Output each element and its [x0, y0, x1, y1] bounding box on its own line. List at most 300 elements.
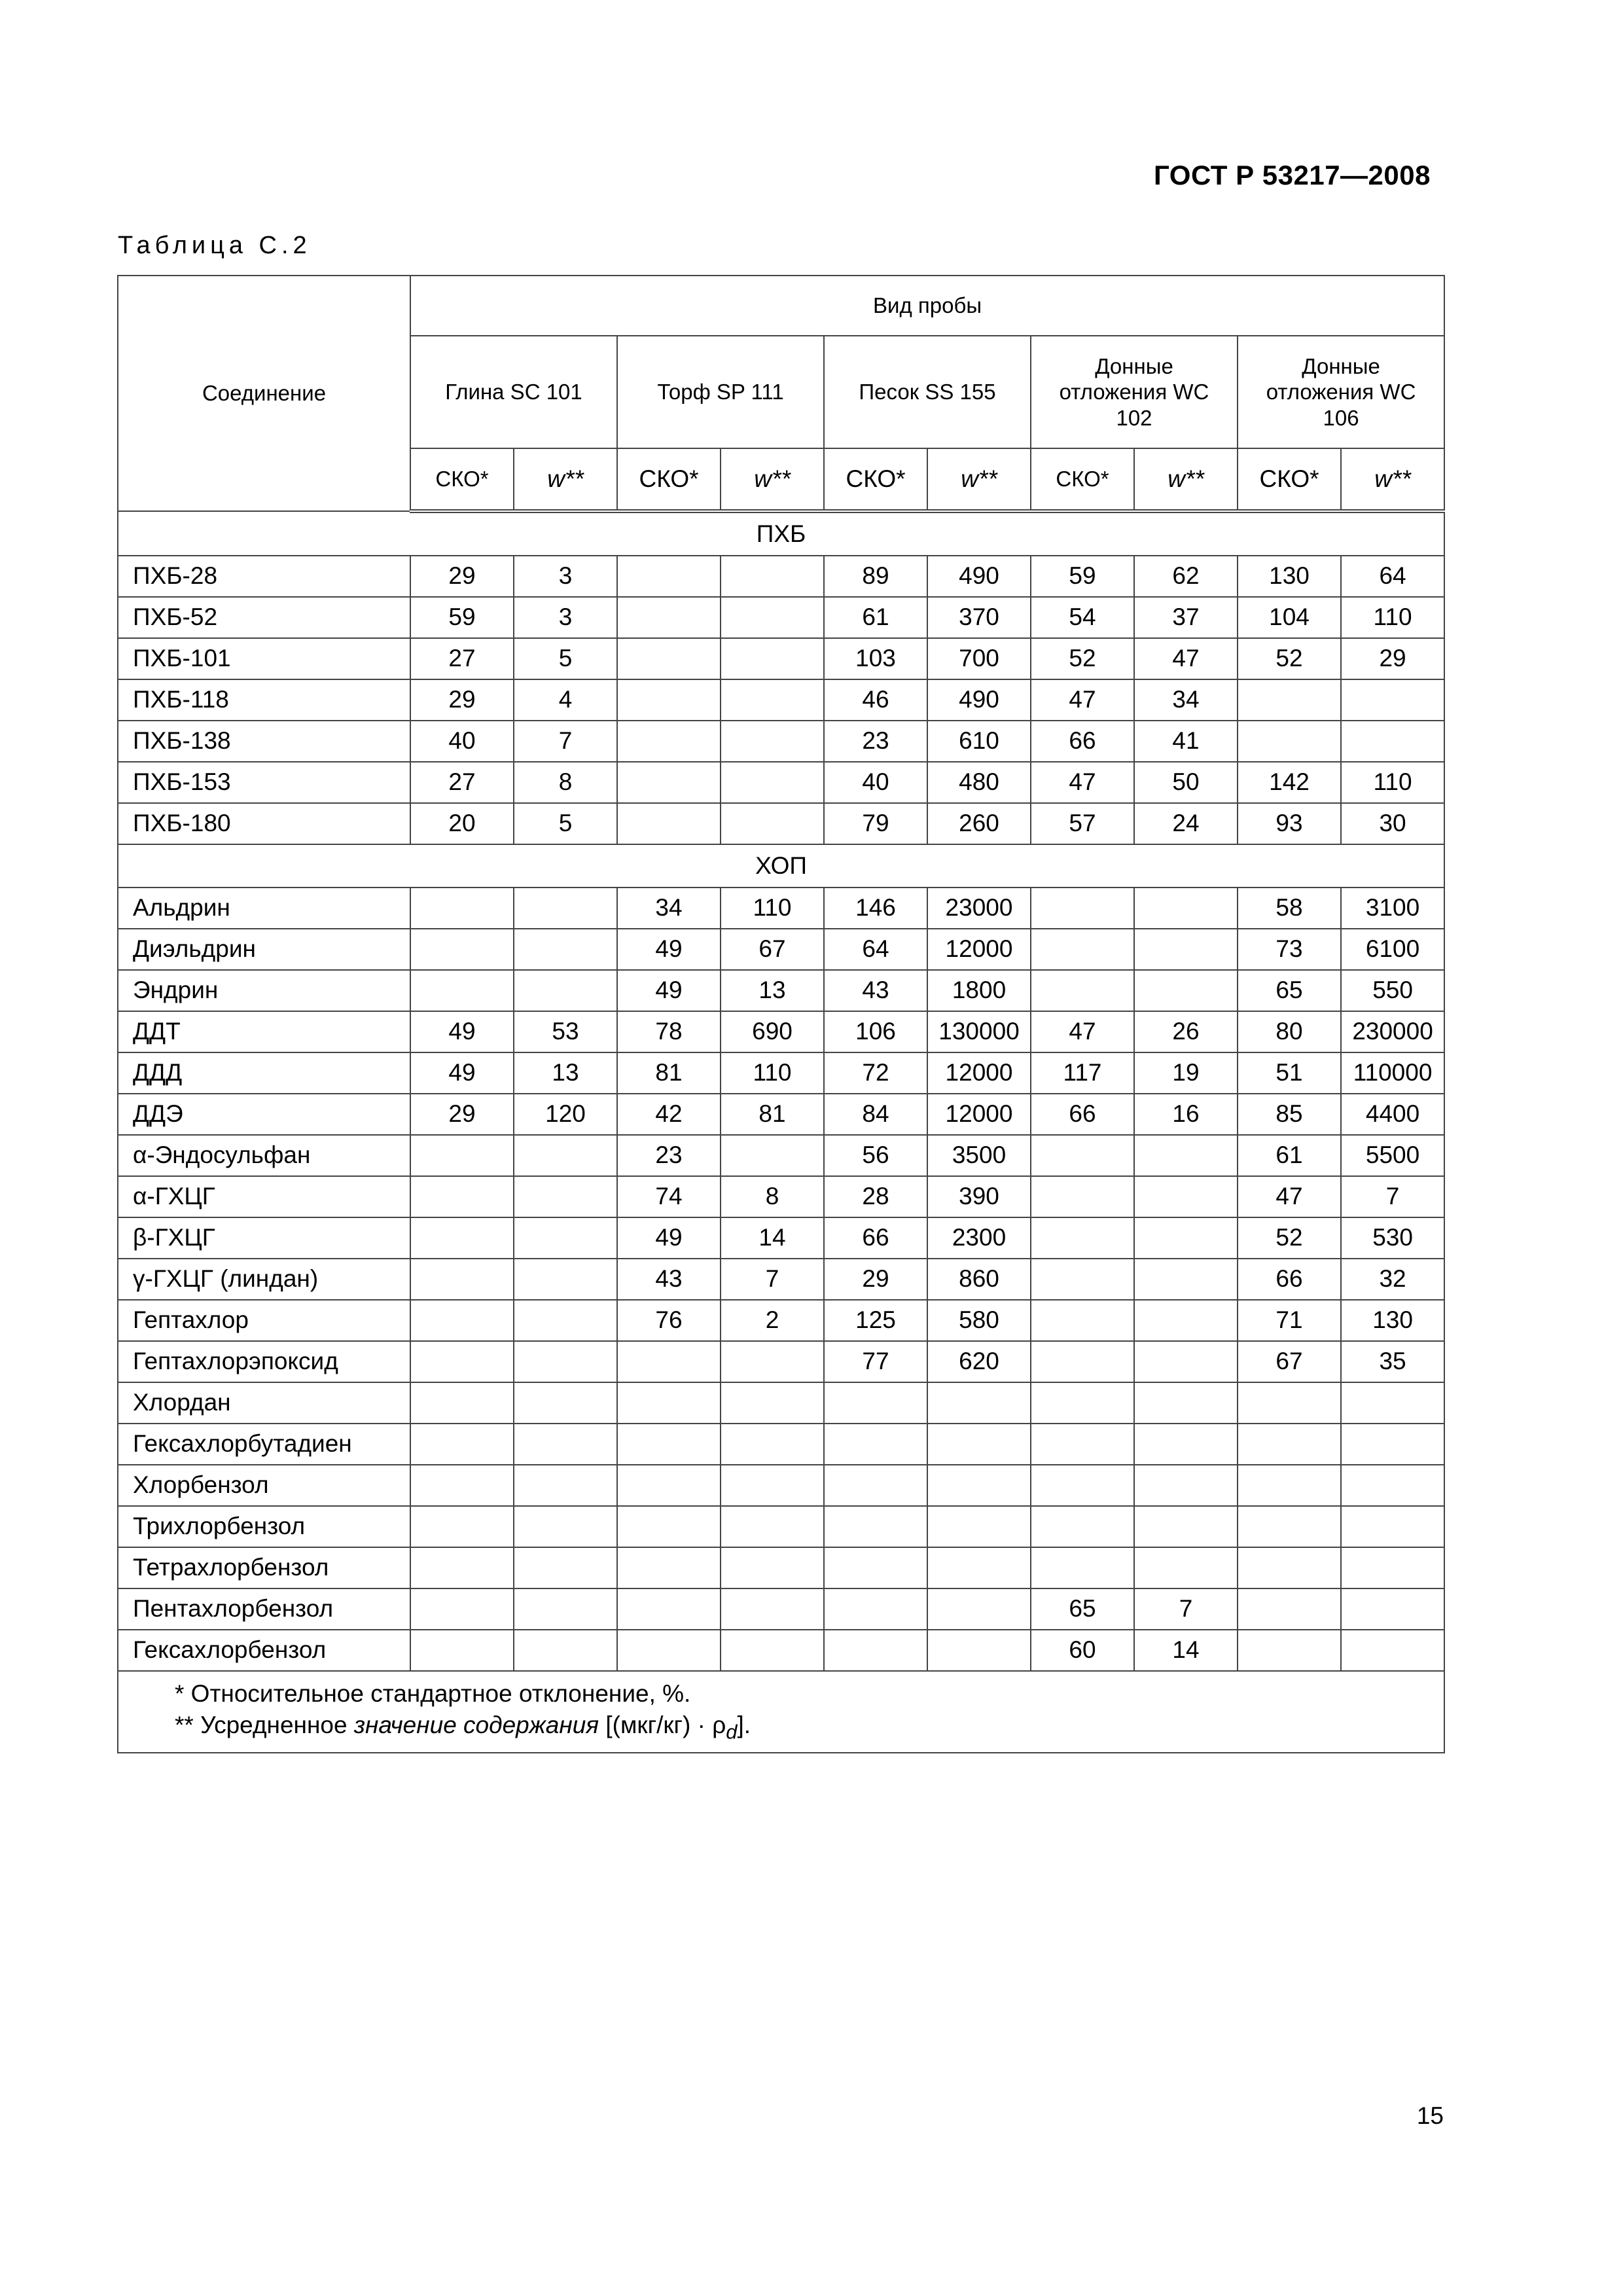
- w-cell: [514, 1630, 617, 1671]
- compound-name: γ-ГХЦГ (линдан): [118, 1259, 410, 1300]
- sko-cell: 49: [617, 1217, 721, 1259]
- w-cell: [1134, 1135, 1238, 1176]
- sko-cell: 84: [824, 1094, 927, 1135]
- w-cell: 130: [1341, 1300, 1444, 1341]
- compound-name: Гексахлорбутадиен: [118, 1424, 410, 1465]
- sko-cell: 28: [824, 1176, 927, 1217]
- w-cell: 2300: [927, 1217, 1031, 1259]
- w-cell: 620: [927, 1341, 1031, 1382]
- sko-cell: 73: [1238, 929, 1341, 970]
- table-row: [118, 1506, 1444, 1547]
- sko-cell: 66: [1031, 721, 1134, 762]
- w-cell: 5: [514, 803, 617, 844]
- w-cell: 110000: [1341, 1052, 1444, 1094]
- compound-name: ПХБ-153: [118, 762, 410, 803]
- sko-cell: 85: [1238, 1094, 1341, 1135]
- compound-name: Эндрин: [118, 970, 410, 1011]
- table-caption: Таблица С.2: [118, 232, 312, 259]
- w-cell: 550: [1341, 970, 1444, 1011]
- sko-cell: [1031, 1259, 1134, 1300]
- sko-cell: 27: [410, 638, 514, 679]
- sko-header: СКО*: [410, 448, 514, 511]
- sko-header: СКО*: [1031, 448, 1134, 511]
- table-row: [118, 803, 1444, 844]
- sko-cell: [1031, 888, 1134, 929]
- w-cell: [721, 679, 824, 721]
- table-body: [118, 511, 1444, 1671]
- w-cell: 64: [1341, 556, 1444, 597]
- w-cell: [721, 1506, 824, 1547]
- w-cell: 530: [1341, 1217, 1444, 1259]
- compound-name: Пентахлорбензол: [118, 1588, 410, 1630]
- sko-cell: 60: [1031, 1630, 1134, 1671]
- sko-cell: [410, 1176, 514, 1217]
- w-cell: 700: [927, 638, 1031, 679]
- w-cell: 3: [514, 597, 617, 638]
- w-cell: 26: [1134, 1011, 1238, 1052]
- sample-header: Донные отложения WC 102: [1031, 336, 1238, 448]
- w-cell: [1341, 1382, 1444, 1424]
- w-cell: [721, 803, 824, 844]
- w-cell: 2: [721, 1300, 824, 1341]
- w-cell: 490: [927, 556, 1031, 597]
- compound-name: ПХБ-52: [118, 597, 410, 638]
- w-cell: 260: [927, 803, 1031, 844]
- w-cell: 7: [1341, 1176, 1444, 1217]
- w-cell: 3: [514, 556, 617, 597]
- section-row: [118, 844, 1444, 888]
- sko-cell: [824, 1588, 927, 1630]
- w-cell: 37: [1134, 597, 1238, 638]
- sko-header: СКО*: [1238, 448, 1341, 511]
- w-cell: 8: [721, 1176, 824, 1217]
- w-cell: 4: [514, 679, 617, 721]
- sko-cell: [617, 597, 721, 638]
- compound-name: ПХБ-118: [118, 679, 410, 721]
- sample-header: Глина SC 101: [410, 336, 617, 448]
- sko-cell: 72: [824, 1052, 927, 1094]
- w-cell: [514, 970, 617, 1011]
- sko-cell: [410, 929, 514, 970]
- w-cell: 110: [1341, 597, 1444, 638]
- sko-cell: [617, 721, 721, 762]
- table-row: [118, 597, 1444, 638]
- w-cell: 4400: [1341, 1094, 1444, 1135]
- w-cell: 130000: [927, 1011, 1031, 1052]
- w-cell: [927, 1506, 1031, 1547]
- w-cell: [1134, 1259, 1238, 1300]
- w-cell: 50: [1134, 762, 1238, 803]
- sko-header: СКО*: [824, 448, 927, 511]
- compound-name: ПХБ-180: [118, 803, 410, 844]
- w-cell: [927, 1424, 1031, 1465]
- compound-name: Тетрахлорбензол: [118, 1547, 410, 1588]
- sko-cell: [410, 1135, 514, 1176]
- sko-cell: 130: [1238, 556, 1341, 597]
- sko-cell: 52: [1238, 1217, 1341, 1259]
- sko-cell: [1238, 1465, 1341, 1506]
- w-cell: 5: [514, 638, 617, 679]
- compound-name: Гептахлорэпоксид: [118, 1341, 410, 1382]
- w-cell: 12000: [927, 1052, 1031, 1094]
- sko-cell: [410, 1341, 514, 1382]
- w-cell: [721, 638, 824, 679]
- w-cell: 390: [927, 1176, 1031, 1217]
- w-cell: [927, 1382, 1031, 1424]
- sko-cell: [824, 1465, 927, 1506]
- sko-cell: 29: [410, 556, 514, 597]
- w-cell: 12000: [927, 929, 1031, 970]
- w-cell: [514, 1382, 617, 1424]
- w-cell: [927, 1547, 1031, 1588]
- sko-cell: 46: [824, 679, 927, 721]
- w-header: w**: [514, 448, 617, 511]
- sko-cell: 49: [410, 1052, 514, 1094]
- w-cell: [721, 1135, 824, 1176]
- sko-cell: [410, 1424, 514, 1465]
- table-row: [118, 1011, 1444, 1052]
- w-header: w**: [1341, 448, 1444, 511]
- w-cell: [514, 1424, 617, 1465]
- table-row: [118, 721, 1444, 762]
- w-cell: 14: [721, 1217, 824, 1259]
- footnote-w: ** Усредненное значение содержания $[(мкг/кг) \cdot \rho_d]$.: [175, 1712, 751, 1744]
- w-cell: 16: [1134, 1094, 1238, 1135]
- sko-cell: [617, 803, 721, 844]
- table-row: [118, 638, 1444, 679]
- sko-cell: 49: [617, 970, 721, 1011]
- sko-cell: 66: [1031, 1094, 1134, 1135]
- sko-cell: 77: [824, 1341, 927, 1382]
- w-cell: [1134, 929, 1238, 970]
- sko-cell: 104: [1238, 597, 1341, 638]
- data-table: [117, 275, 1445, 1753]
- compound-name: ПХБ-138: [118, 721, 410, 762]
- compound-name: Трихлорбензол: [118, 1506, 410, 1547]
- sko-cell: [1031, 1465, 1134, 1506]
- w-cell: 110: [721, 1052, 824, 1094]
- sample-type-header: Вид пробы: [410, 276, 1444, 336]
- w-cell: 13: [721, 970, 824, 1011]
- table-row: [118, 970, 1444, 1011]
- footnote-sko: * Относительное стандартное отклонение, %.: [175, 1680, 691, 1707]
- w-cell: 5500: [1341, 1135, 1444, 1176]
- sko-cell: [617, 1547, 721, 1588]
- table-footnotes: [118, 1671, 1444, 1753]
- sko-cell: [617, 1506, 721, 1547]
- table-row: [118, 1094, 1444, 1135]
- sko-cell: 66: [824, 1217, 927, 1259]
- sko-cell: [1031, 1300, 1134, 1341]
- table-row: [118, 1630, 1444, 1671]
- sko-cell: [617, 1588, 721, 1630]
- w-cell: 490: [927, 679, 1031, 721]
- w-cell: 580: [927, 1300, 1031, 1341]
- sko-cell: [617, 638, 721, 679]
- w-cell: 480: [927, 762, 1031, 803]
- sko-cell: [410, 1259, 514, 1300]
- compound-name: Хлорбензол: [118, 1465, 410, 1506]
- sko-cell: [1031, 1506, 1134, 1547]
- sko-cell: 61: [1238, 1135, 1341, 1176]
- table-row: [118, 1547, 1444, 1588]
- section-title: ПХБ: [118, 511, 1444, 556]
- w-cell: [721, 721, 824, 762]
- table-row: [118, 1135, 1444, 1176]
- w-cell: 3500: [927, 1135, 1031, 1176]
- table-row: [118, 1341, 1444, 1382]
- sko-cell: 65: [1238, 970, 1341, 1011]
- w-cell: 13: [514, 1052, 617, 1094]
- sko-cell: [824, 1424, 927, 1465]
- w-cell: [1134, 1465, 1238, 1506]
- compound-name: Гексахлорбензол: [118, 1630, 410, 1671]
- sko-cell: 47: [1238, 1176, 1341, 1217]
- w-cell: 110: [1341, 762, 1444, 803]
- sko-cell: [1031, 1341, 1134, 1382]
- table-row: [118, 1300, 1444, 1341]
- sko-cell: [617, 679, 721, 721]
- sko-cell: [1031, 1217, 1134, 1259]
- w-cell: 53: [514, 1011, 617, 1052]
- w-cell: 29: [1341, 638, 1444, 679]
- w-cell: [721, 1382, 824, 1424]
- sko-cell: [1238, 1630, 1341, 1671]
- sko-cell: [617, 1424, 721, 1465]
- w-cell: 19: [1134, 1052, 1238, 1094]
- sample-header: Песок SS 155: [824, 336, 1031, 448]
- sko-cell: [1238, 1588, 1341, 1630]
- w-cell: [1134, 1424, 1238, 1465]
- w-cell: 14: [1134, 1630, 1238, 1671]
- sko-cell: 40: [824, 762, 927, 803]
- w-header: w**: [927, 448, 1031, 511]
- w-cell: 120: [514, 1094, 617, 1135]
- table-row: [118, 679, 1444, 721]
- table-row: [118, 1052, 1444, 1094]
- sko-cell: [1031, 970, 1134, 1011]
- w-cell: [1134, 1341, 1238, 1382]
- w-cell: [514, 1217, 617, 1259]
- sko-cell: [617, 1382, 721, 1424]
- section-title: ХОП: [118, 844, 1444, 888]
- sko-cell: 59: [1031, 556, 1134, 597]
- w-cell: [1134, 1176, 1238, 1217]
- w-cell: [514, 1259, 617, 1300]
- w-cell: [721, 1588, 824, 1630]
- w-cell: [1134, 1547, 1238, 1588]
- sko-cell: [1031, 1176, 1134, 1217]
- sko-cell: 47: [1031, 679, 1134, 721]
- sko-cell: 66: [1238, 1259, 1341, 1300]
- w-cell: 7: [514, 721, 617, 762]
- sko-cell: [1238, 1547, 1341, 1588]
- w-cell: 110: [721, 888, 824, 929]
- sko-cell: [1031, 929, 1134, 970]
- sko-cell: [617, 762, 721, 803]
- sko-cell: [410, 1300, 514, 1341]
- w-cell: [1341, 1465, 1444, 1506]
- sko-cell: 27: [410, 762, 514, 803]
- sko-cell: 23: [617, 1135, 721, 1176]
- sko-cell: 59: [410, 597, 514, 638]
- sko-cell: 117: [1031, 1052, 1134, 1094]
- w-cell: [1341, 1547, 1444, 1588]
- w-cell: 35: [1341, 1341, 1444, 1382]
- w-cell: 41: [1134, 721, 1238, 762]
- sko-cell: 125: [824, 1300, 927, 1341]
- w-cell: [1341, 721, 1444, 762]
- sko-cell: [617, 1630, 721, 1671]
- w-cell: 12000: [927, 1094, 1031, 1135]
- sko-cell: 61: [824, 597, 927, 638]
- w-header: w**: [1134, 448, 1238, 511]
- table-row: [118, 888, 1444, 929]
- sko-cell: 103: [824, 638, 927, 679]
- sko-cell: [1238, 721, 1341, 762]
- w-cell: [514, 929, 617, 970]
- w-cell: [1341, 679, 1444, 721]
- sko-cell: 80: [1238, 1011, 1341, 1052]
- w-header: w**: [721, 448, 824, 511]
- sko-cell: 142: [1238, 762, 1341, 803]
- compound-name: α-Эндосульфан: [118, 1135, 410, 1176]
- w-cell: 23000: [927, 888, 1031, 929]
- table-row: [118, 1382, 1444, 1424]
- table-row: [118, 762, 1444, 803]
- sko-cell: [1031, 1135, 1134, 1176]
- w-cell: 690: [721, 1011, 824, 1052]
- compound-name: Диэльдрин: [118, 929, 410, 970]
- sko-cell: [1031, 1424, 1134, 1465]
- section-row: [118, 511, 1444, 556]
- w-cell: [514, 1135, 617, 1176]
- sko-cell: 43: [824, 970, 927, 1011]
- sko-cell: 89: [824, 556, 927, 597]
- sko-cell: [410, 1547, 514, 1588]
- sko-cell: [617, 1341, 721, 1382]
- w-cell: [514, 1341, 617, 1382]
- sko-cell: 81: [617, 1052, 721, 1094]
- compound-name: ДДД: [118, 1052, 410, 1094]
- sko-cell: [617, 1465, 721, 1506]
- sko-cell: 58: [1238, 888, 1341, 929]
- w-cell: 62: [1134, 556, 1238, 597]
- compound-name: β-ГХЦГ: [118, 1217, 410, 1259]
- sko-cell: 42: [617, 1094, 721, 1135]
- table-row: [118, 929, 1444, 970]
- w-cell: 30: [1341, 803, 1444, 844]
- w-cell: [1341, 1424, 1444, 1465]
- w-cell: [1341, 1506, 1444, 1547]
- sko-cell: [410, 1217, 514, 1259]
- sko-cell: [824, 1630, 927, 1671]
- w-cell: 7: [721, 1259, 824, 1300]
- sko-cell: [410, 888, 514, 929]
- w-cell: [514, 888, 617, 929]
- w-cell: [514, 1588, 617, 1630]
- sko-cell: 52: [1031, 638, 1134, 679]
- sko-cell: [824, 1382, 927, 1424]
- compound-name: Гептахлор: [118, 1300, 410, 1341]
- compound-name: Альдрин: [118, 888, 410, 929]
- sko-cell: 49: [617, 929, 721, 970]
- w-cell: 32: [1341, 1259, 1444, 1300]
- sko-cell: [1238, 679, 1341, 721]
- sko-cell: [410, 1465, 514, 1506]
- w-cell: [1341, 1630, 1444, 1671]
- w-cell: [721, 1424, 824, 1465]
- w-cell: 370: [927, 597, 1031, 638]
- compound-name: α-ГХЦГ: [118, 1176, 410, 1217]
- w-cell: 860: [927, 1259, 1031, 1300]
- w-cell: [1134, 1382, 1238, 1424]
- sko-cell: 49: [410, 1011, 514, 1052]
- sko-cell: 34: [617, 888, 721, 929]
- sko-cell: [1031, 1382, 1134, 1424]
- table-row: [118, 1465, 1444, 1506]
- w-cell: [927, 1588, 1031, 1630]
- sko-cell: 47: [1031, 1011, 1134, 1052]
- table-row: [118, 1588, 1444, 1630]
- w-cell: [721, 1630, 824, 1671]
- w-cell: 81: [721, 1094, 824, 1135]
- table-row: [118, 1217, 1444, 1259]
- sko-cell: [824, 1547, 927, 1588]
- sko-cell: 20: [410, 803, 514, 844]
- sko-cell: 106: [824, 1011, 927, 1052]
- sko-cell: 65: [1031, 1588, 1134, 1630]
- compound-name: Хлордан: [118, 1382, 410, 1424]
- w-cell: 610: [927, 721, 1031, 762]
- sko-cell: [1238, 1506, 1341, 1547]
- sko-cell: [617, 556, 721, 597]
- w-cell: [721, 762, 824, 803]
- sko-cell: [410, 1630, 514, 1671]
- sko-cell: 54: [1031, 597, 1134, 638]
- w-cell: [514, 1547, 617, 1588]
- w-cell: 7: [1134, 1588, 1238, 1630]
- sko-cell: 29: [410, 1094, 514, 1135]
- sko-cell: 93: [1238, 803, 1341, 844]
- table-row: [118, 1259, 1444, 1300]
- compound-header: Соединение: [118, 276, 410, 511]
- w-cell: 34: [1134, 679, 1238, 721]
- w-cell: [721, 1341, 824, 1382]
- sko-header: СКО*: [617, 448, 721, 511]
- w-cell: [1134, 970, 1238, 1011]
- sko-cell: 79: [824, 803, 927, 844]
- w-cell: [721, 1465, 824, 1506]
- w-cell: [1134, 1300, 1238, 1341]
- sko-cell: [1031, 1547, 1134, 1588]
- sko-cell: 29: [824, 1259, 927, 1300]
- sko-cell: 74: [617, 1176, 721, 1217]
- sko-cell: [410, 1382, 514, 1424]
- w-cell: [721, 597, 824, 638]
- w-cell: [514, 1465, 617, 1506]
- w-cell: [1134, 1506, 1238, 1547]
- w-cell: 3100: [1341, 888, 1444, 929]
- table-row: [118, 1424, 1444, 1465]
- w-cell: 6100: [1341, 929, 1444, 970]
- w-cell: [1341, 1588, 1444, 1630]
- sko-cell: 67: [1238, 1341, 1341, 1382]
- sko-cell: 56: [824, 1135, 927, 1176]
- w-cell: [721, 1547, 824, 1588]
- sko-cell: 52: [1238, 638, 1341, 679]
- w-cell: [514, 1176, 617, 1217]
